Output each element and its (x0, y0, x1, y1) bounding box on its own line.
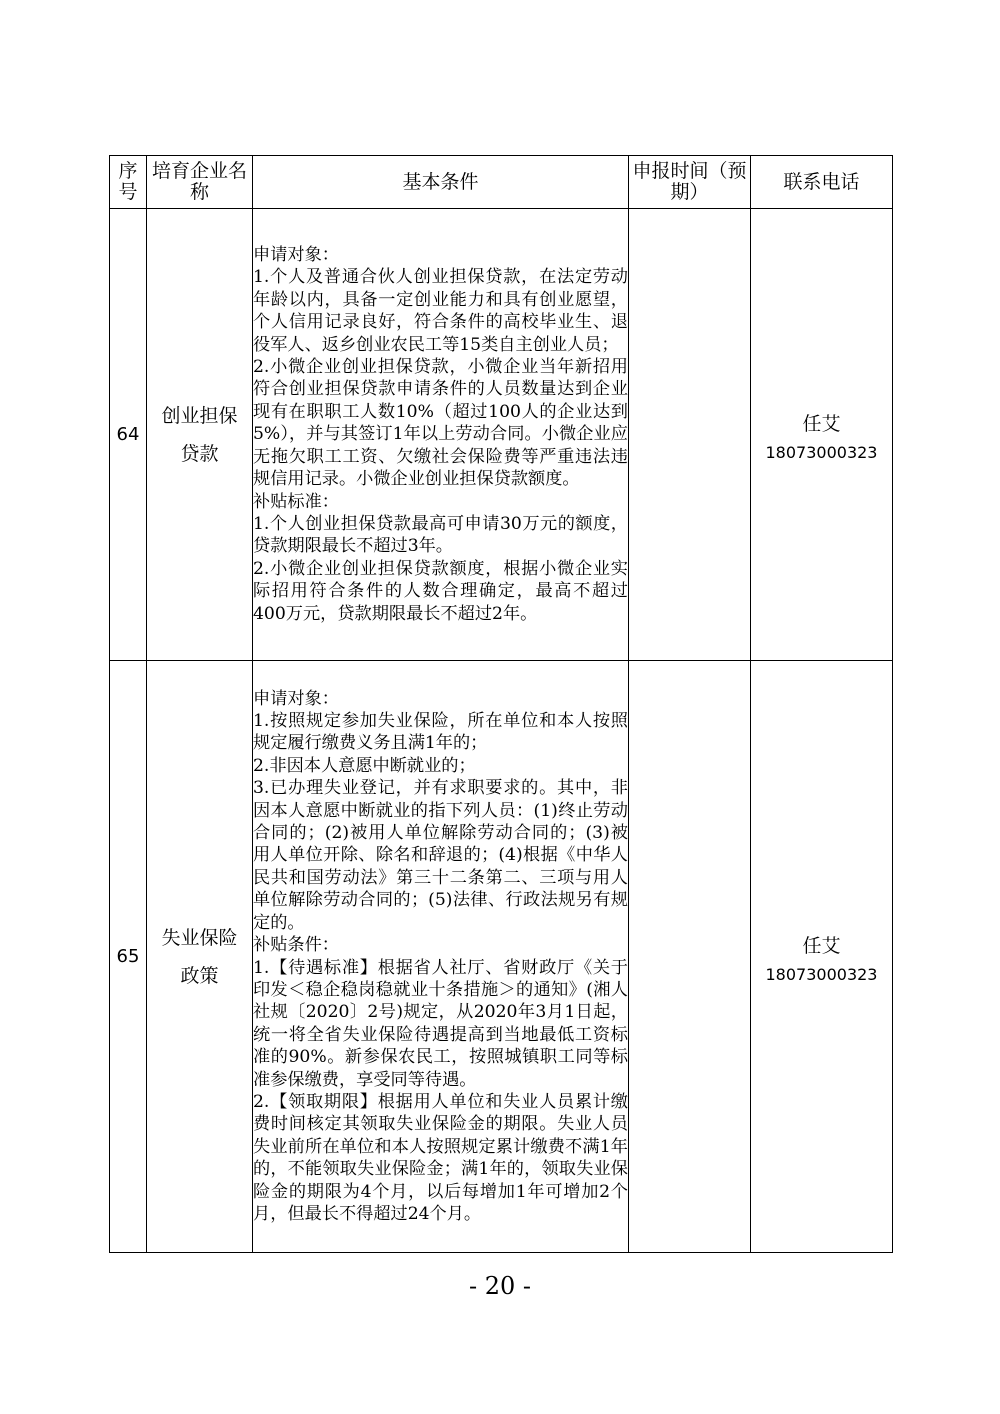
condition-paragraph: 1.【待遇标准】根据省人社厅、省财政厅《关于印发＜稳企稳岗稳就业十条措施＞的通知》(湘人社规〔2020〕2号)规定，从2020年3月1日起，统一将全省失业保险待遇提高到当地最低工资标准的90%。新参保农民工，按照城镇职工同等标准参保缴费，享受同等待遇。 (253, 957, 628, 1090)
condition-paragraph: 1.个人创业担保贷款最高可申请30万元的额度，贷款期限最长不超过3年。 (253, 513, 628, 557)
contact-phone: 18073000323 (765, 964, 878, 984)
condition-paragraph: 2.小微企业创业担保贷款，小微企业当年新招用符合创业担保贷款申请条件的人员数量达到企业现有在职职工人数10%（超过100人的企业达到5%），并与其签订1年以上劳动合同。小微企业应无拖欠职工工资、欠缴社会保险费等严重违法违规信用记录。小微企业创业担保贷款额度。 (253, 357, 628, 490)
condition-paragraph: 补贴条件： (253, 935, 339, 956)
row-index: 65 (110, 661, 147, 1253)
condition-paragraph: 2.小微企业创业担保贷款额度，根据小微企业实际招用符合条件的人数合理确定，最高不超过400万元，贷款期限最长不超过2年。 (253, 558, 628, 624)
condition-paragraph: 2.非因本人意愿中断就业的； (253, 755, 476, 776)
condition-paragraph: 申请对象： (253, 245, 339, 266)
header-declare-date: 申报时间（预期） (629, 156, 751, 209)
row-enterprise-name (147, 209, 253, 661)
table-row (110, 209, 893, 661)
condition-paragraph: 2.【领取期限】根据用人单位和失业人员累计缴费时间核定其领取失业保险金的期限。失业人员失业前所在单位和本人按照规定累计缴费不满1年的，不能领取失业保险金；满1年的，领取失业保险金的期限为4个月，以后每增加1年可增加2个月，但最长不得超过24个月。 (253, 1091, 628, 1224)
row-declare-date (629, 661, 751, 1253)
contact-person: 任艾 (802, 934, 841, 957)
header-phone: 联系电话 (751, 156, 893, 209)
table-header-row (110, 156, 893, 209)
page-number: - 20 - (468, 1272, 531, 1300)
condition-paragraph: 3.已办理失业登记，并有求职要求的。其中，非因本人意愿中断就业的指下列人员：(1)终止劳动合同的；(2)被用人单位解除劳动合同的；(3)被用人单位开除、除名和辞退的；(4)根据《中华人民共和国劳动法》第三十二条第二、三项与用人单位解除劳动合同的；(5)法律、行政法规另有规定的。 (253, 778, 628, 933)
contact-person: 任艾 (802, 412, 841, 435)
row-index: 64 (110, 209, 147, 661)
condition-paragraph: 1.个人及普通合伙人创业担保贷款，在法定劳动年龄以内，具备一定创业能力和具有创业愿望，个人信用记录良好，符合条件的高校毕业生、退役军人、返乡创业农民工等15类自主创业人员； (253, 267, 628, 355)
row-contact (751, 209, 893, 661)
header-conditions: 基本条件 (253, 156, 629, 209)
name-line: 失业保险 (161, 926, 238, 949)
name-line: 创业担保 (161, 404, 238, 427)
row-conditions (253, 661, 629, 1253)
policy-table (109, 155, 893, 1253)
table-row (110, 661, 893, 1253)
header-index: 序号 (110, 156, 147, 209)
contact-phone: 18073000323 (765, 442, 878, 462)
condition-paragraph: 1.按照规定参加失业保险，所在单位和本人按照规定履行缴费义务且满1年的； (253, 711, 628, 754)
row-conditions (253, 209, 629, 661)
row-declare-date (629, 209, 751, 661)
row-contact (751, 661, 893, 1253)
condition-paragraph: 补贴标准： (253, 491, 339, 512)
header-enterprise-name: 培育企业名称 (147, 156, 253, 209)
condition-paragraph: 申请对象： (253, 688, 339, 709)
row-enterprise-name (147, 661, 253, 1253)
name-line: 贷款 (180, 442, 219, 465)
name-line: 政策 (180, 964, 219, 987)
